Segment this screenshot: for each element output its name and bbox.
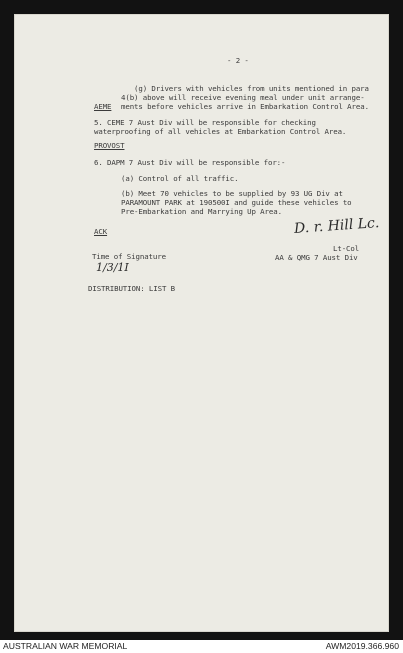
- ack-label: ACK: [94, 227, 108, 236]
- para-6a: (a) Control of all traffic.: [121, 174, 239, 183]
- time-of-signature-label: Time of Signature: [92, 252, 166, 261]
- para-5-line-1: 5. CEME 7 Aust Div will be responsible for checking: [94, 118, 316, 127]
- para-6b-line-2: PARAMOUNT PARK at 190500I and guide these vehicles to: [121, 198, 352, 207]
- provost-heading: PROVOST: [94, 141, 125, 150]
- page-number: - 2 -: [227, 56, 249, 65]
- para-6b-line-3: Pre-Embarkation and Marrying Up Area.: [121, 207, 282, 216]
- distribution: DISTRIBUTION: LIST B: [88, 284, 175, 293]
- para-5-line-2: waterproofing of all vehicles at Embarkation Control Area.: [94, 127, 347, 136]
- appointment: AA & QMG 7 Aust Div: [275, 253, 358, 262]
- document-page: [14, 14, 389, 632]
- aeme-heading: AEME: [94, 102, 112, 111]
- para-6b-line-1: (b) Meet 70 vehicles to be supplied by 93 UG Div at: [121, 189, 343, 198]
- para-6: 6. DAPM 7 Aust Div will be responsible for:-: [94, 158, 286, 167]
- archive-footer: [0, 640, 403, 653]
- footer-accession-number: AWM2019.366.960: [325, 641, 399, 651]
- para-g-line-3: ments before vehicles arrive in Embarkation Control Area.: [121, 102, 369, 111]
- footer-institution: AUSTRALIAN WAR MEMORIAL: [3, 641, 128, 651]
- handwritten-time: 1/3/1I: [96, 261, 129, 274]
- rank: Lt-Col: [333, 244, 360, 253]
- para-g-line-2: 4(b) above will receive evening meal under unit arrange-: [121, 93, 365, 102]
- handwritten-signature: D. r. Hill Lc.: [293, 215, 380, 237]
- para-g-line-1: (g) Drivers with vehicles from units mentioned in para: [134, 84, 369, 93]
